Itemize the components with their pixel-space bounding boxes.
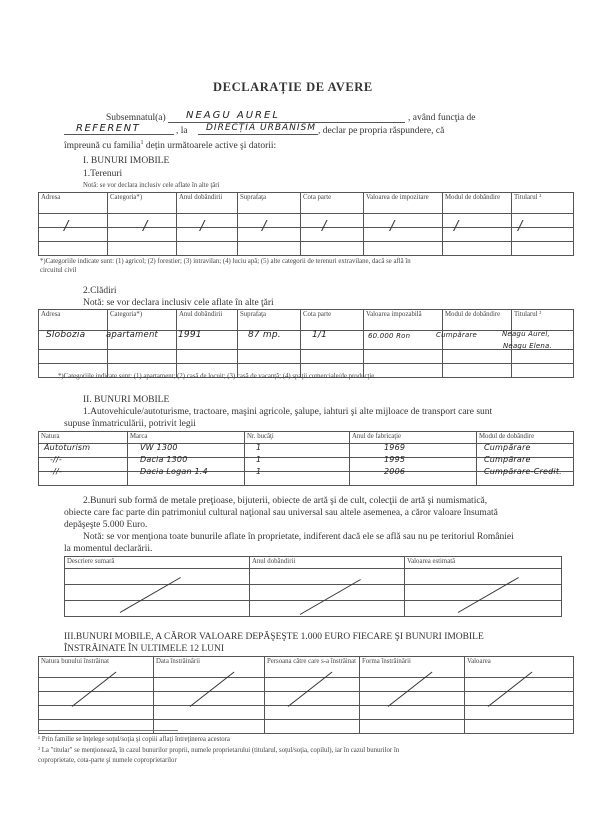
cladiri-table [38,309,574,378]
bunuri-valoare-table [64,556,562,617]
col-forma: Forma înstrăinării [360,657,465,678]
col-nr: Nr. bucăţi [245,432,350,444]
col-data: Data înstrăinării [154,657,265,678]
auto-natura: -//- [50,467,62,476]
auto-natura: -//- [50,455,62,464]
auto-mod: Cumpărare-Credit. [484,467,562,476]
col-titular: Titularul ² [512,310,574,331]
page-title: DECLARAȚIE DE AVERE [213,80,373,94]
col-adresa: Adresa [39,310,108,331]
col-modul: Modul de dobândire [443,310,512,331]
cladire-titular-1: Neagu Aurel, [502,330,550,338]
intro-line2: împreună cu familia$^1$ dețin următoarele active şi datorii: [64,140,277,152]
cladiri-label: 2.Clădiri [83,286,117,296]
declarant-role: REFERENT [76,123,141,134]
col-cota: Cota parte [301,193,364,214]
cladire-valoare: 60.000 Ron [368,332,411,340]
empty-mark: / [200,219,205,234]
auto-marca: VW 1300 [140,443,178,452]
bunuri-note-2: la momentul declarării. [64,544,153,554]
bunuri-paragraph-2: obiecte care fac parte din patrimoniul cultural naţional sau universal sau altele asemenea, a căror valoare însumată [64,508,498,518]
declar-text: , declar pe propria răspundere, că [318,126,445,136]
declarant-institution: DIRECȚIA URBANISM [206,123,317,133]
col-anul: Anul dobândirii [250,557,405,569]
auto-marca: Dacia Logan 1.4 [140,467,208,476]
cladiri-footnote: *)Categoriile indicate sunt: (1) apartament; (2) casă de locuit; (3) casă de vacanţă; (4) spaţii comerciale/de producţie [58,373,375,380]
auto-an: 2006 [384,467,406,476]
col-descriere: Descriere sumară [65,557,250,569]
cladire-adresa: Slobozia [46,330,86,340]
col-categoria: Categoria*) [108,193,177,214]
col-valoarea: Valoarea de impozitare [364,193,443,214]
col-persoana: Persoana către care s-a înstrăinat [265,657,360,678]
col-natura: Natura [39,432,128,444]
bunuri-note: Notă: se vor menţiona toate bunurile aflate în proprietate, indiferent dacă ele se află sau nu pe teritoriul României [83,532,514,542]
empty-mark: / [454,219,459,234]
auto-marca: Dacia 1300 [140,455,188,464]
col-titular: Titularul ² [512,193,574,214]
section-2-heading: II. BUNURI MOBILE [83,395,170,405]
section-3-heading: III.BUNURI MOBILE, A CĂROR VALOARE DEPĂŞEŞTE 1.000 EURO FIECARE ŞI BUNURI IMOBILE [64,632,484,642]
footnote-1: ¹ Prin familie se înţelege soţul/soţia şi copiii aflaţi întreţinerea acestora [38,736,230,743]
cladire-cota: 1/1 [312,330,328,340]
col-suprafata: Suprafaţa [238,310,301,331]
empty-mark: / [143,219,148,234]
bunuri-paragraph-3: depăşeşte 5.000 Euro. [64,520,148,530]
cladire-an: 1991 [178,330,202,340]
terenuri-footnote-2: circuitul civil [40,267,77,274]
col-valoarea: Valoarea impozabilă [364,310,443,331]
instrainate-table [38,656,574,734]
auto-natura: Autoturism [44,443,91,452]
la-label: , la [176,126,188,136]
col-modul: Modul de dobândire [443,193,512,214]
col-cota: Cota parte [301,310,364,331]
col-natura-bun: Natura bunului înstrăinat [39,657,154,678]
auto-nr: 1 [256,443,262,452]
col-categoria: Categoria*) [108,310,177,331]
auto-nr: 1 [256,467,262,476]
auto-paragraph-2: supuse înmatriculării, potrivit legii [64,419,196,429]
auto-nr: 1 [256,455,262,464]
terenuri-note: Notă: se vor declara inclusiv cele aflate în alte ţări [83,182,220,189]
terenuri-label: 1.Terenuri [83,169,123,179]
empty-mark: / [322,219,327,234]
footnote-2b: coproprietate, cota-parte şi numele coproprietarilor [38,757,177,764]
empty-mark: / [390,219,395,234]
col-valoarea-estimata: Valoarea estimată [405,557,562,569]
avand-functia-label: , având funcţia de [408,113,476,123]
col-adresa: Adresa [39,193,108,214]
col-valoarea: Valoarea [465,657,574,678]
empty-mark: / [518,219,523,234]
col-marca: Marca [128,432,245,444]
empty-mark: / [262,219,267,234]
col-suprafata: Suprafaţa [238,193,301,214]
empty-mark: / [64,219,69,234]
auto-paragraph: 1.Autovehicule/autoturisme, tractoare, maşini agricole, şalupe, iahturi şi alte mijloace de transport care sunt [83,407,493,417]
declarant-name: NEAGU AUREL [186,110,280,121]
section-1-heading: I. BUNURI IMOBILE [83,156,170,166]
terenuri-table [38,192,574,256]
auto-an: 1995 [384,455,406,464]
col-anul: Anul dobândirii [177,193,238,214]
auto-mod: Cumpărare [484,443,531,452]
footnote-2: ² La "titular" se menţionează, în cazul bunurilor proprii, numele proprietarului (titularul, soţul/soţia, copilul), iar în cazul bunurilor în [38,747,400,754]
cladiri-note: Notă: se vor declara inclusiv cele aflate în alte ţări [83,298,274,308]
col-anul: Anul dobândirii [177,310,238,331]
terenuri-footnote: *)Categoriile indicate sunt: (1) agricol; (2) forestier; (3) intravilan; (4) luciu apă; (5) alte categorii de terenuri extravilane, dacă se află în [40,258,411,265]
cladire-categoria: apartament [106,330,159,340]
bunuri-paragraph: 2.Bunuri sub formă de metale preţioase, bijuterii, obiecte de artă şi de cult, colecţii de artă şi numismatică, [83,496,488,506]
cladire-titular-2: Neagu Elena. [503,342,552,350]
col-mod-dobandire: Modul de dobândire [477,432,574,444]
col-anul-fabricatie: Anul de fabricaţie [350,432,477,444]
cladire-suprafata: 87 mp. [248,330,281,340]
subsemnatul-label: Subsemnatul(a) [106,113,166,123]
auto-mod: Cumpărare [484,455,531,464]
auto-an: 1969 [384,443,406,452]
section-3-heading-2: ÎNSTRĂINATE ÎN ULTIMELE 12 LUNI [64,644,225,654]
cladire-mod: Cumpărare [436,331,478,339]
